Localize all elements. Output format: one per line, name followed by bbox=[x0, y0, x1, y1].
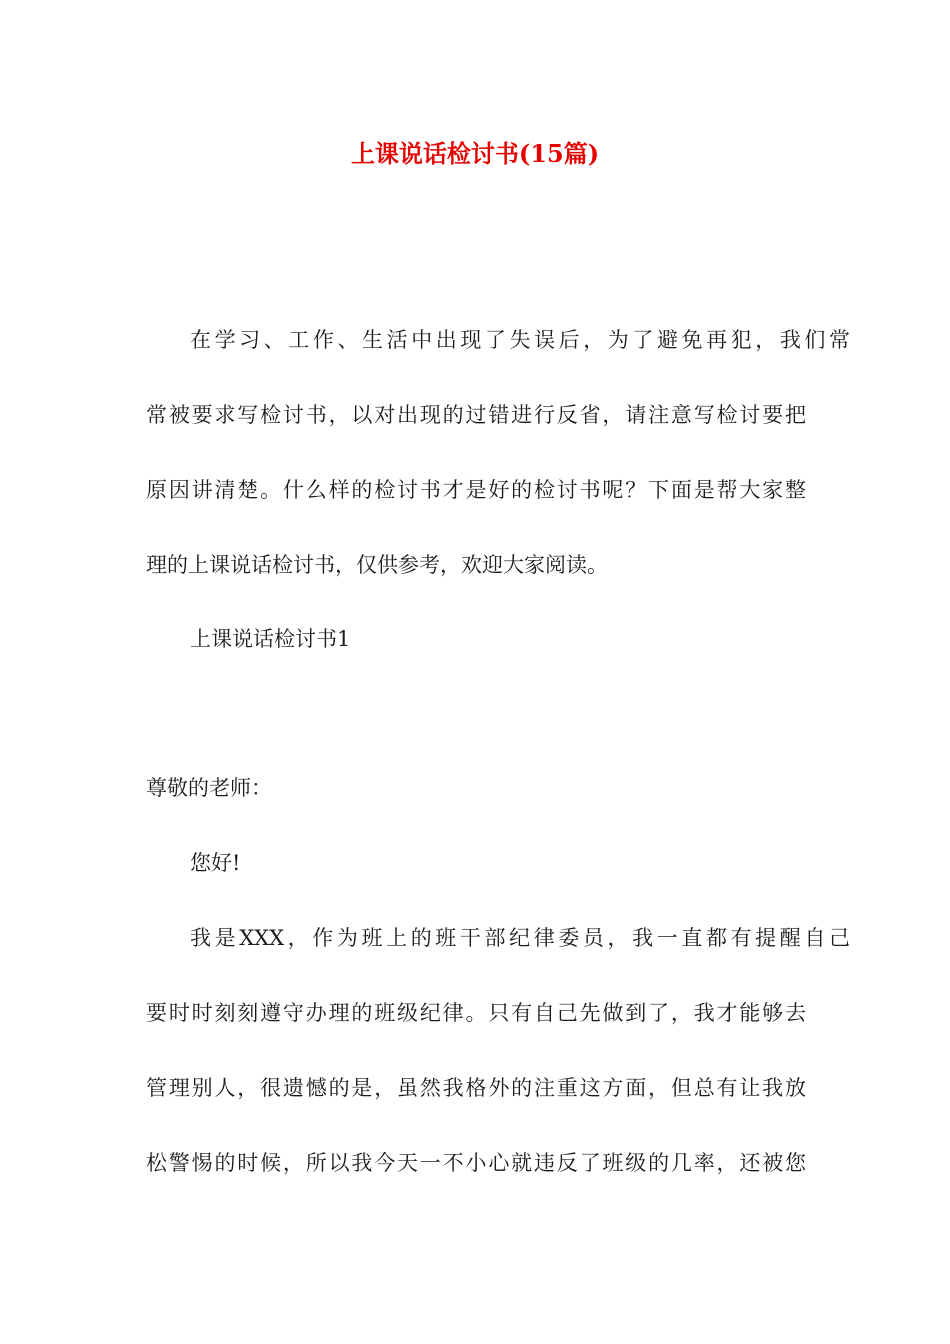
greeting: 您好! bbox=[190, 851, 241, 875]
salutation: 尊敬的老师： bbox=[146, 776, 272, 800]
intro-line-3: 原因讲清楚。什么样的检讨书才是好的检讨书呢？下面是帮大家整 bbox=[146, 478, 806, 502]
body-line-4: 松警惕的时候，所以我今天一不小心就违反了班级的几率，还被您 bbox=[146, 1151, 806, 1175]
intro-line-4: 理的上课说话检讨书，仅供参考，欢迎大家阅读。 bbox=[146, 553, 608, 577]
body-line-1: 我是XXX，作为班上的班干部纪律委员，我一直都有提醒自己 bbox=[190, 926, 850, 950]
body-line-2: 要时时刻刻遵守办理的班级纪律。只有自己先做到了，我才能够去 bbox=[146, 1001, 806, 1025]
section-heading: 上课说话检讨书1 bbox=[190, 627, 351, 651]
intro-line-2: 常被要求写检讨书，以对出现的过错进行反省，请注意写检讨要把 bbox=[146, 403, 806, 427]
body-line-3: 管理别人，很遗憾的是，虽然我格外的注重这方面，但总有让我放 bbox=[146, 1076, 806, 1100]
document-title: 上课说话检讨书(15篇) bbox=[350, 139, 600, 168]
intro-line-1: 在学习、工作、生活中出现了失误后，为了避免再犯，我们常 bbox=[190, 328, 850, 352]
